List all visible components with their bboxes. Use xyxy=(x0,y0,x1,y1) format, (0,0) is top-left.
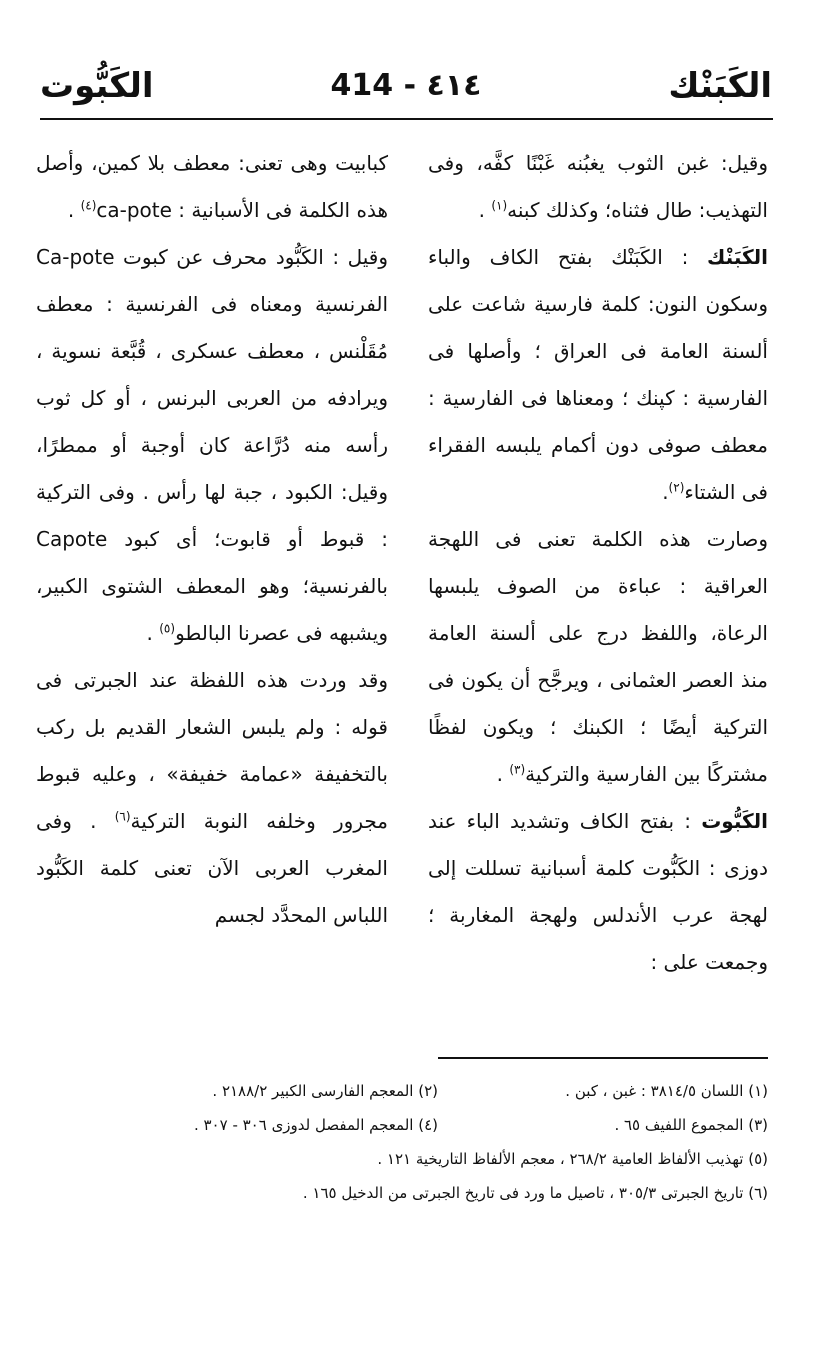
page-header xyxy=(40,58,772,120)
footnote: (٢) المعجم الفارسى الكبير ٢١٨٨/٢ . xyxy=(212,1082,438,1100)
latin-word: ca-pote xyxy=(96,198,172,222)
paragraph-text: . xyxy=(478,198,492,222)
latin-word: Capote xyxy=(36,527,108,551)
footnote-row xyxy=(68,1108,768,1142)
header-right-word: الكَبَنْك xyxy=(668,66,772,106)
paragraph xyxy=(428,516,768,798)
entry-term: الكَبُّوت xyxy=(701,809,768,833)
left-column xyxy=(36,140,388,939)
header-left-word: الكَبُّوت xyxy=(40,66,154,106)
footnote: (٣) المجموع اللفيف ٦٥ . xyxy=(614,1116,768,1134)
paragraph-text: : بفتح الكاف وتشديد الباء عند دوزى : الكَبُّوت كلمة أسبانية تسللت إلى لهجة عرب الأندلس ولهجة المغاربة ؛ وجمعت على : xyxy=(428,809,768,974)
latin-word: Ca-pote xyxy=(36,245,115,269)
entry-term: الكَبَنْك xyxy=(707,245,768,269)
paragraph-text: . xyxy=(146,621,160,645)
paragraph-text: وقيل: غبن الثوب يغبُنه غَبْنًا كفَّه، وفى التهذيب: طال فثناه؛ وكذلك كبنه xyxy=(428,151,768,222)
paragraph-text: كبابيت وهى تعنى: معطف بلا كمين، وأصل هذه الكلمة فى الأسبانية : xyxy=(36,151,388,222)
footnote-ref: (٣) xyxy=(509,762,526,777)
footnote-rule xyxy=(438,1057,768,1059)
footnote-ref: (٤) xyxy=(80,198,97,213)
right-column xyxy=(428,140,768,986)
paragraph xyxy=(36,234,388,657)
paragraph xyxy=(36,140,388,234)
footnotes xyxy=(68,1074,768,1210)
paragraph-text: . xyxy=(67,198,81,222)
paragraph-text: . xyxy=(662,480,669,504)
paragraph-text: وقد وردت هذه اللفظة عند الجبرتى فى قوله : ولم يلبس الشعار القديم بل ركب بالتخفيفة «عمامة خفيفة» ، وعليه قبوط مجرور وخلفه النوبة التركية xyxy=(36,668,388,833)
header-rule xyxy=(40,118,773,120)
paragraph xyxy=(428,798,768,986)
page-number: 414 - ٤١٤ xyxy=(330,68,482,103)
paragraph-text: وقيل : الكَبُّود محرف عن كبوت xyxy=(114,245,388,269)
footnote-ref: (٦) xyxy=(114,809,131,824)
footnote: (٦) تاريخ الجبرتى ٣٠٥/٣ ، تاصيل ما ورد فى تاريخ الجبرتى من الدخيل ١٦٥ . xyxy=(302,1184,768,1202)
footnote: (٥) تهذيب الألفاظ العامية ٢٦٨/٢ ، معجم الألفاظ التاريخية ١٢١ . xyxy=(377,1150,768,1168)
paragraph-text: . وفى المغرب العربى الآن تعنى كلمة الكَبُّود اللباس المحدَّد لجسم xyxy=(36,809,388,927)
footnote-ref: (٢) xyxy=(668,480,685,495)
footnote-ref: (٥) xyxy=(159,621,176,636)
footnote: (١) اللسان ٣٨١٤/٥ : غبن ، كبن . xyxy=(565,1082,768,1100)
paragraph-text: بالفرنسية؛ وهو المعطف الشتوى الكبير، ويشبهه فى عصرنا البالطو xyxy=(36,574,388,645)
paragraph xyxy=(428,234,768,516)
paragraph-text: الفرنسية ومعناه فى الفرنسية : معطف مُقَلْنس ، معطف عسكرى ، قُبَّعة نسوية ، ويرادفه من العربى البرنس ، أو كل ثوب رأسه منه دُرَّاعة كان أوجبة أو ممطرًا، وقيل: الكبود ، جبة لها رأس . وفى التركية : قبوط أو قابوت؛ أى كبود xyxy=(36,292,388,551)
paragraph-text: وصارت هذه الكلمة تعنى فى اللهجة العراقية : عباءة من الصوف يلبسها الرعاة، واللفظ درج على ألسنة العامة منذ العصر العثمانى ، ويرجَّح أن يكون فى التركية أيضًا ؛ الكبنك ؛ ويكون لفظًا مشتركًا بين الفارسية والتركية xyxy=(428,527,768,786)
footnote-ref: (١) xyxy=(491,198,508,213)
footnote-row xyxy=(68,1074,768,1108)
paragraph-text: . xyxy=(496,762,510,786)
paragraph xyxy=(36,657,388,939)
paragraph-text: : الكَبَنْك بفتح الكاف والباء وسكون النون: كلمة فارسية شاعت على ألسنة العامة فى العراق ؛ وأصلها فى الفارسية : كپنك ؛ ومعناها فى الفارسية : معطف صوفى دون أكمام يلبسه الفقراء فى الشتاء xyxy=(428,245,768,504)
paragraph xyxy=(428,140,768,234)
footnote: (٤) المعجم المفصل لدوزى ٣٠٦ - ٣٠٧ . xyxy=(193,1116,438,1134)
